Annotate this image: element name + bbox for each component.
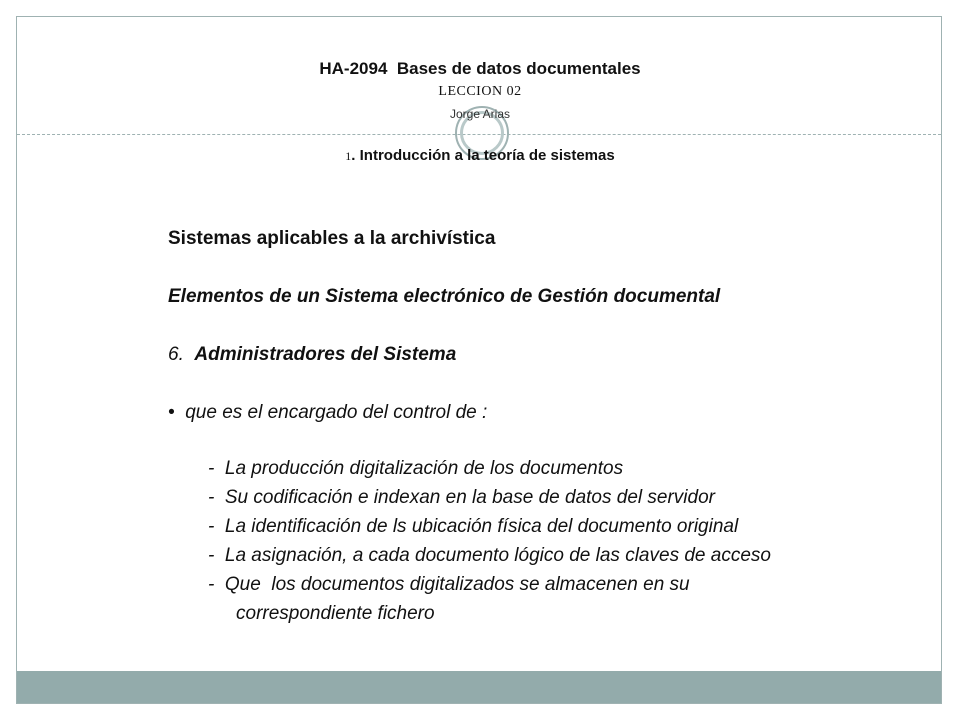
list-item: - Que los documentos digitalizados se almacenen en su bbox=[208, 574, 690, 595]
list-item: - La asignación, a cada documento lógico de las claves de acceso bbox=[208, 545, 771, 566]
course-title: HA-2094 Bases de datos documentales bbox=[319, 59, 641, 78]
section-number: 6. bbox=[168, 344, 195, 365]
list-item: - Su codificación e indexan en la base de datos del servidor bbox=[208, 487, 715, 508]
topic-text: . Introducción a la teoría de sistemas bbox=[351, 147, 615, 164]
list-item: - La producción digitalización de los documentos bbox=[208, 458, 624, 479]
content-subheading: Elementos de un Sistema electrónico de Gestión documental bbox=[168, 286, 721, 307]
section-title: Administradores del Sistema bbox=[194, 344, 457, 365]
lesson-label: LECCION 02 bbox=[438, 84, 522, 99]
section-heading bbox=[168, 340, 456, 369]
content-heading: Sistemas aplicables a la archivística bbox=[168, 228, 496, 249]
author-name: Jorge Arias bbox=[449, 107, 511, 121]
list-item: - La identificación de ls ubicación física del documento original bbox=[208, 516, 739, 537]
list-item-continuation: correspondiente fichero bbox=[236, 603, 435, 624]
footer-bar bbox=[17, 671, 941, 703]
topic-title bbox=[0, 147, 960, 164]
bullet-item: • que es el encargado del control de : bbox=[168, 402, 488, 423]
topic-number: 1 bbox=[345, 149, 352, 163]
